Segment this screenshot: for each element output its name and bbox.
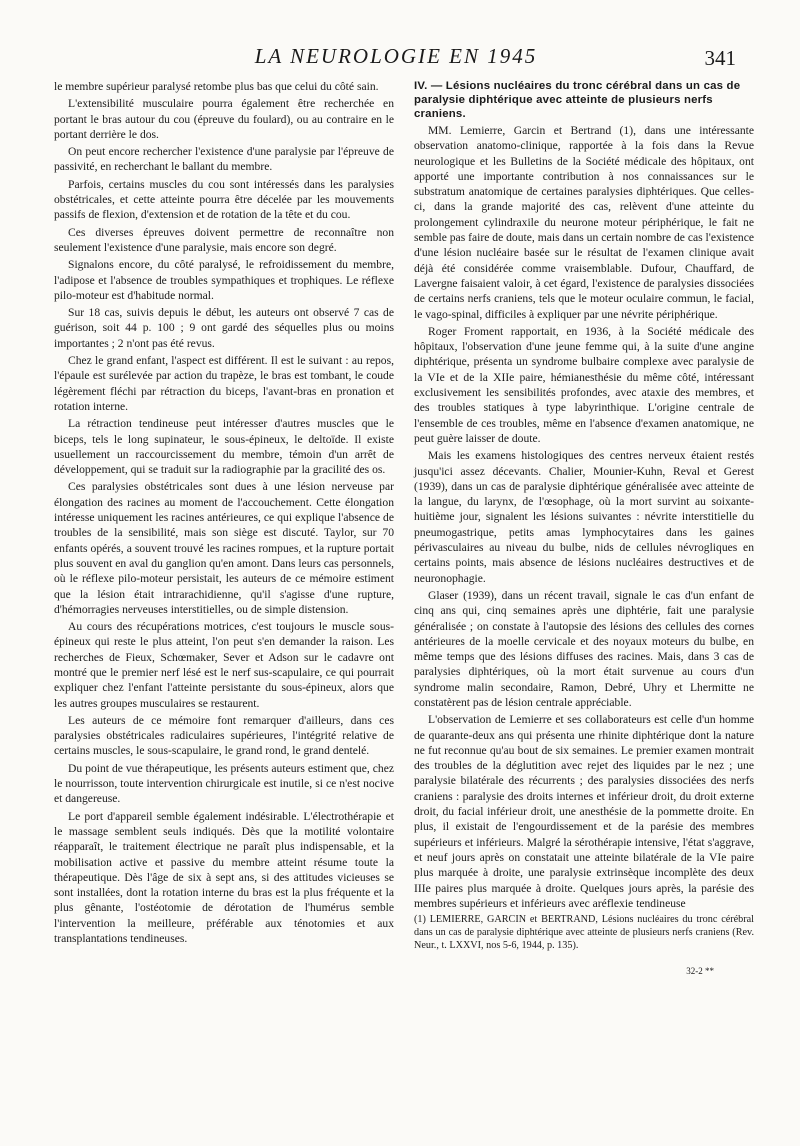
paragraph: Le port d'appareil semble également indésirable. L'électrothérapie et le massage semblent seuls indiqués. Dès que la motilité volontaire réapparaît, le traitement électrique ne paraît plus indispensable, et la mobilisation active et passive du membre atteint résume toute la thérapeutique. Dès l'âge de six à sept ans, si des attitudes vicieuses se sont installées, dont la rotation interne du bras est la plus fréquente et la plus gênante, l'ostéotomie de dérotation de l'humérus semble l'intervention la meilleure, préférable aux ténotomies et aux transplantations tendineuses.	[54, 809, 394, 946]
paragraph: Parfois, certains muscles du cou sont intéressés dans les paralysies obstétricales, et cette atteinte pourra être décelée par les mouvements passifs de flexion, d'extension et de rotation de la tête et du cou.	[54, 177, 394, 222]
page-number: 341	[704, 46, 736, 70]
paragraph: le membre supérieur paralysé retombe plus bas que celui du côté sain.	[54, 80, 379, 93]
left-column	[54, 79, 394, 948]
paragraph: MM. Lemierre, Garcin et Bertrand (1), dans une intéressante observation anatomo-clinique, rapportée à la fois dans la Revue neurologique et les Bulletins de la Société médicale des hôpitaux, ont apporté une importante contribution à nos connaissances sur le substratum anatomique de certaines paralysies diphtériques. Que celles-ci, dans la grande majorité des cas, relèvent d'une atteinte du prolongement cylindraxile du neurone moteur périphérique, le fait ne semble pas faire de doute, mais dans un certain nombre de cas l'existence d'une lésion nucléaire basée sur le résultat de l'examen clinique avait déjà été considérée comme vraisemblable. Dufour, Chauffard, de Lavergne faisaient valoir, à cet égard, l'existence de paralysies dissociées de certains nerfs craniens, tels que le moteur oculaire commun, le facial, le vago-spinal, difficiles à expliquer par une névrite périphérique.	[414, 124, 754, 321]
paragraph: Sur 18 cas, suivis depuis le début, les auteurs ont observé 7 cas de guérison, soit 44 p. 100 ; 9 ont gardé des séquelles plus ou moins importantes ; 2 n'ont pas été revus.	[54, 306, 394, 350]
paragraph: Ces paralysies obstétricales sont dues à une lésion nerveuse par élongation des racines au moment de l'accouchement. Cette élongation intéresse uniquement les racines antérieures, ce qui explique l'absence de troubles de la sensibilité, mais son siège est discuté. Taylor, sur 70 enfants opérés, a souvent trouvé les racines rompues, et la rupture portait plus souvent en aval du ganglion qu'en amont. Dans leurs cas personnels, où le réflexe pilo-moteur persistait, les auteurs de ce mémoire estiment que la lésion était intrarachidienne, qu'il s'agisse d'une rupture, d'hémorragies nerveuses interstitielles, ou de simple distension.	[54, 480, 394, 616]
paragraph: Glaser (1939), dans un récent travail, signale le cas d'un enfant de cinq ans qui, cinq semaines après une diphtérie, fait une paralysie généralisée ; on constate à l'autopsie des lésions des cellules des cornes antérieures de la moelle cervicale et des noyaux moteurs du bulbe, en même temps que des lésions diffuses des racines. Mais, dans 3 cas de paralysies diphtériques, où la mort était survenue au cours d'un syndrome malin secondaire, Ramon, Debré, Uhry et Lhermitte ne constatèrent pas de lésion centrale appréciable.	[414, 588, 754, 709]
paragraph: Les auteurs de ce mémoire font remarquer d'ailleurs, dans ces paralysies obstétricales radiculaires supérieures, l'intégrité relative de certains muscles, le sous-scapulaire, le grand rond, le grand dentelé.	[54, 713, 394, 758]
paragraph: Mais les examens histologiques des centres nerveux étaient restés jusqu'ici assez décevants. Chalier, Mounier-Kuhn, Reval et Gerest (1939), dans un cas de paralysie diphtérique généralisée avec atteinte de la langue, du larynx, de l'œsophage, où la mort survint au soixante-huitième jour, signalent les lésions suivantes : névrite interstitielle du pneumogastrique, petits amas lymphocytaires dans les gaines périvasculaires au niveau du bulbe, nids de cellules névrogliques en certains points, mais absence de lésions nucléaires destructives et de neuronophagie.	[414, 449, 754, 585]
right-column	[414, 79, 754, 979]
paragraph: Du point de vue thérapeutique, les présents auteurs estiment que, chez le nourrisson, toute intervention chirurgicale est inutile, si ce n'est nocive et dangereuse.	[54, 761, 394, 806]
paragraph: Ces diverses épreuves doivent permettre de reconnaître non seulement l'existence d'une paralysie, mais encore son degré.	[54, 225, 394, 254]
paragraph: L'observation de Lemierre et ses collaborateurs est celle d'un homme de quarante-deux ans qui présenta une rhinite diphtérique dont la nature ne fut reconnue qu'au bout de six semaines. Le premier examen montrait des troubles de la déglutition avec rejet des liquides par le nez ; une paralysie bilatérale des récurrents ; des paralysies dissociées des nerfs craniens : paralysie des droits internes et inférieur droit, du droit externe droit, du facial inférieur droit, une anesthésie de la pommette droite. En plus, il existait de l'engourdissement et de la parésie des membres supérieurs et inférieurs. Malgré la sérothérapie intensive, l'état s'aggrave, et neuf jours après on constatait une atteinte bilatérale de la VIe paire plus marquée à droite, une paralysie extrinsèque incomplète des deux IIIe paires plus marquée à droite. Quelques jours après, la parésie des membres supérieurs et inférieurs avec aréflexie tendineuse	[414, 713, 754, 910]
paragraph: L'extensibilité musculaire pourra également être recherchée en portant le bras autour du cou (épreuve du foulard), ou au contraire en le portant derrière le dos.	[54, 97, 394, 141]
running-title: LA NEUROLOGIE EN 1945	[254, 44, 538, 68]
footnote: (1) LEMIERRE, GARCIN et BERTRAND, Lésions nucléaires du tronc cérébral dans un cas de paralysie diphtérique avec atteinte de plusieurs nerfs craniens (Rev. Neur., t. LXXVI, nos 5-6, 1944, p. 135).	[414, 914, 754, 952]
paragraph: Roger Froment rapportait, en 1936, à la Société médicale des hôpitaux, l'observation d'une jeune femme qui, à la suite d'une angine diphtérique, présenta un syndrome bulbaire complexe avec paralysie de la VIe et de la XIIe paire, hémianesthésie du même côté, intéressant exclusivement les sensibilités profondes, avec ataxie des membres, et des troubles statiques à type labyrinthique. L'origine centrale de l'ensemble de ces troubles, même en l'absence d'examen anatomique, ne peut guère laisser de doute.	[414, 324, 754, 445]
paragraph: Signalons encore, du côté paralysé, le refroidissement du membre, l'adipose et l'absence de troubles sympathiques et trophiques. Le réflexe pilo-moteur est d'habitude normal.	[54, 258, 394, 302]
paragraph: Chez le grand enfant, l'aspect est différent. Il est le suivant : au repos, l'épaule est surélevée par action du trapèze, le bras est tombant, le coude légèrement fléchi par rétraction du biceps, l'avant-bras en pronation et rotation interne.	[54, 354, 394, 413]
paragraph: On peut encore rechercher l'existence d'une paralysie par l'épreuve de passivité, en recherchant le ballant du membre.	[54, 145, 394, 174]
paragraph: La rétraction tendineuse peut intéresser d'autres muscles que le biceps, tels le long supinateur, le sous-épineux, le deltoïde. Il existe usuellement un raccourcissement du membre, témoin d'un arrêt de développement, qui se traduit sur la radiographie par la gracilité des os.	[54, 417, 394, 477]
signature-mark: 32-2 **	[686, 966, 714, 977]
paragraph: Au cours des récupérations motrices, c'est toujours le muscle sous-épineux qui reste le plus atteint, l'on peut s'en demander la raison. Les recherches de Fieux, Schœmaker, Sever et Adson sur le cadavre ont montré que le premier nerf lésé est le nerf sus-scapulaire, ce qui pourrait expliquer chez l'enfant l'atteinte persistante du sous-épineux, alors que les autres groupes musculaires se restaurent.	[54, 620, 394, 710]
section-heading: IV. — Lésions nucléaires du tronc cérébral dans un cas de paralysie diphtérique avec atteinte de plusieurs nerfs craniens.	[414, 80, 741, 120]
page-header	[56, 38, 736, 70]
